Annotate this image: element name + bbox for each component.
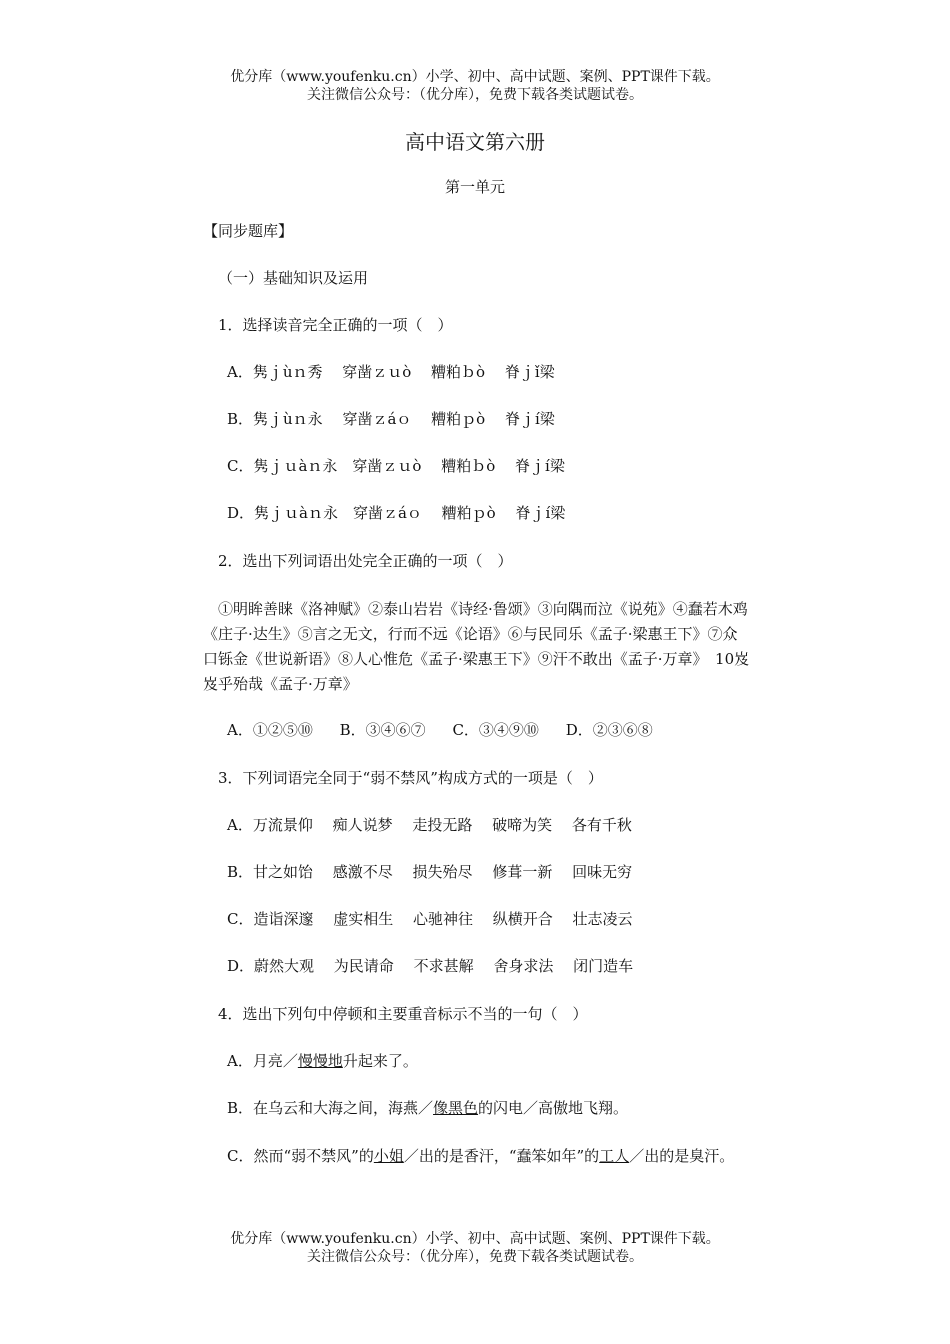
q3-stem: 3．下列词语完全同于“弱不禁风”构成方式的一项是（ ） [218, 769, 603, 787]
unit-heading: 第一单元 [444, 178, 505, 196]
q4-b-prefix: B．在乌云和大海之间，海燕／ [227, 1099, 434, 1117]
q4-option-b [227, 1098, 628, 1118]
q3-option-a: A．万流景仰 痴人说梦 走投无路 破啼为笑 各有千秋 [227, 816, 632, 834]
footer-line-1: 优分库（www.youfenku.cn）小学、初中、高中试题、案例、PPT课件下载。 [230, 1231, 720, 1247]
q2-stem: 2．选出下列词语出处完全正确的一项（ ） [218, 552, 513, 570]
footer-line-2: 关注微信公众号：（优分库），免费下载各类试题试卷。 [307, 1249, 643, 1265]
q4-c-suffix: ／出的是臭汗。 [629, 1147, 735, 1165]
q1-option-a: A．隽ｊùｎ秀 穿凿ｚｕò 糟粕ｂò 脊ｊǐ梁 [227, 363, 555, 381]
q4-stem: 4．选出下列句中停顿和主要重音标示不当的一句（ ） [218, 1005, 588, 1023]
q4-option-c [203, 1144, 751, 1169]
document-title: 高中语文第六册 [405, 130, 545, 154]
q4-c-stressed-2: 工人 [599, 1147, 630, 1165]
q2-option-a: A．①②⑤⑩ [227, 721, 313, 739]
q2-body: ①明眸善睐《洛神赋》②泰山岩岩《诗经·鲁颂》③向隅而泣《说苑》④蠢若木鸡《庄子·达生》⑤言之无文，行而不远《论语》⑥与民同乐《孟子·梁惠王下》⑦众口铄金《世说新语》⑧人心惟危《孟子·梁惠王下》⑨汗不敢出《孟子·万章》 10岌岌乎殆哉《孟子·万章》 [203, 600, 750, 693]
q1-stem: 1．选择读音完全正确的一项（ ） [218, 316, 453, 334]
q3-option-d: D．蔚然大观 为民请命 不求甚解 舍身求法 闭门造车 [227, 957, 634, 975]
page-header [0, 68, 950, 104]
q4-c-prefix: C．然而“弱不禁风”的 [227, 1147, 374, 1165]
q2-options-row [227, 720, 653, 740]
part-heading: （一）基础知识及运用 [218, 269, 369, 287]
q4-b-stressed: 像黑色 [433, 1099, 479, 1117]
q1-option-b: B．隽ｊùｎ永 穿凿ｚáｏ 糟粕ｐò 脊ｊí梁 [227, 410, 555, 428]
page-footer [0, 1230, 950, 1266]
q4-a-prefix: A．月亮／ [227, 1052, 298, 1070]
q3-option-c: C．造诣深邃 虚实相生 心驰神往 纵横开合 壮志凌云 [227, 910, 633, 928]
q4-option-a [227, 1051, 418, 1071]
q2-option-c: C．③④⑨⑩ [452, 721, 539, 739]
q1-option-d: D．隽ｊｕàｎ永 穿凿ｚáｏ 糟粕ｐò 脊ｊí梁 [227, 504, 566, 522]
q2-option-d: D．②③⑥⑧ [565, 721, 653, 739]
q4-c-middle: ／出的是香汗，“蠢笨如年”的 [403, 1147, 600, 1165]
q4-a-suffix: 升起来了。 [342, 1052, 418, 1070]
q1-option-c: C．隽ｊｕàｎ永 穿凿ｚｕò 糟粕ｂò 脊ｊí梁 [227, 457, 565, 475]
q3-option-b: B．甘之如饴 感激不尽 损失殆尽 修葺一新 回味无穷 [227, 863, 633, 881]
header-line-2: 关注微信公众号：（优分库），免费下载各类试题试卷。 [307, 87, 643, 103]
q4-a-stressed: 慢慢地 [297, 1052, 343, 1070]
q4-c-stressed-1: 小姐 [373, 1147, 404, 1165]
header-line-1: 优分库（www.youfenku.cn）小学、初中、高中试题、案例、PPT课件下载。 [230, 69, 720, 85]
q2-option-b: B．③④⑥⑦ [339, 721, 426, 739]
section-heading: 【同步题库】 [203, 222, 294, 240]
q4-b-suffix: 的闪电／高傲地飞翔。 [478, 1099, 629, 1117]
